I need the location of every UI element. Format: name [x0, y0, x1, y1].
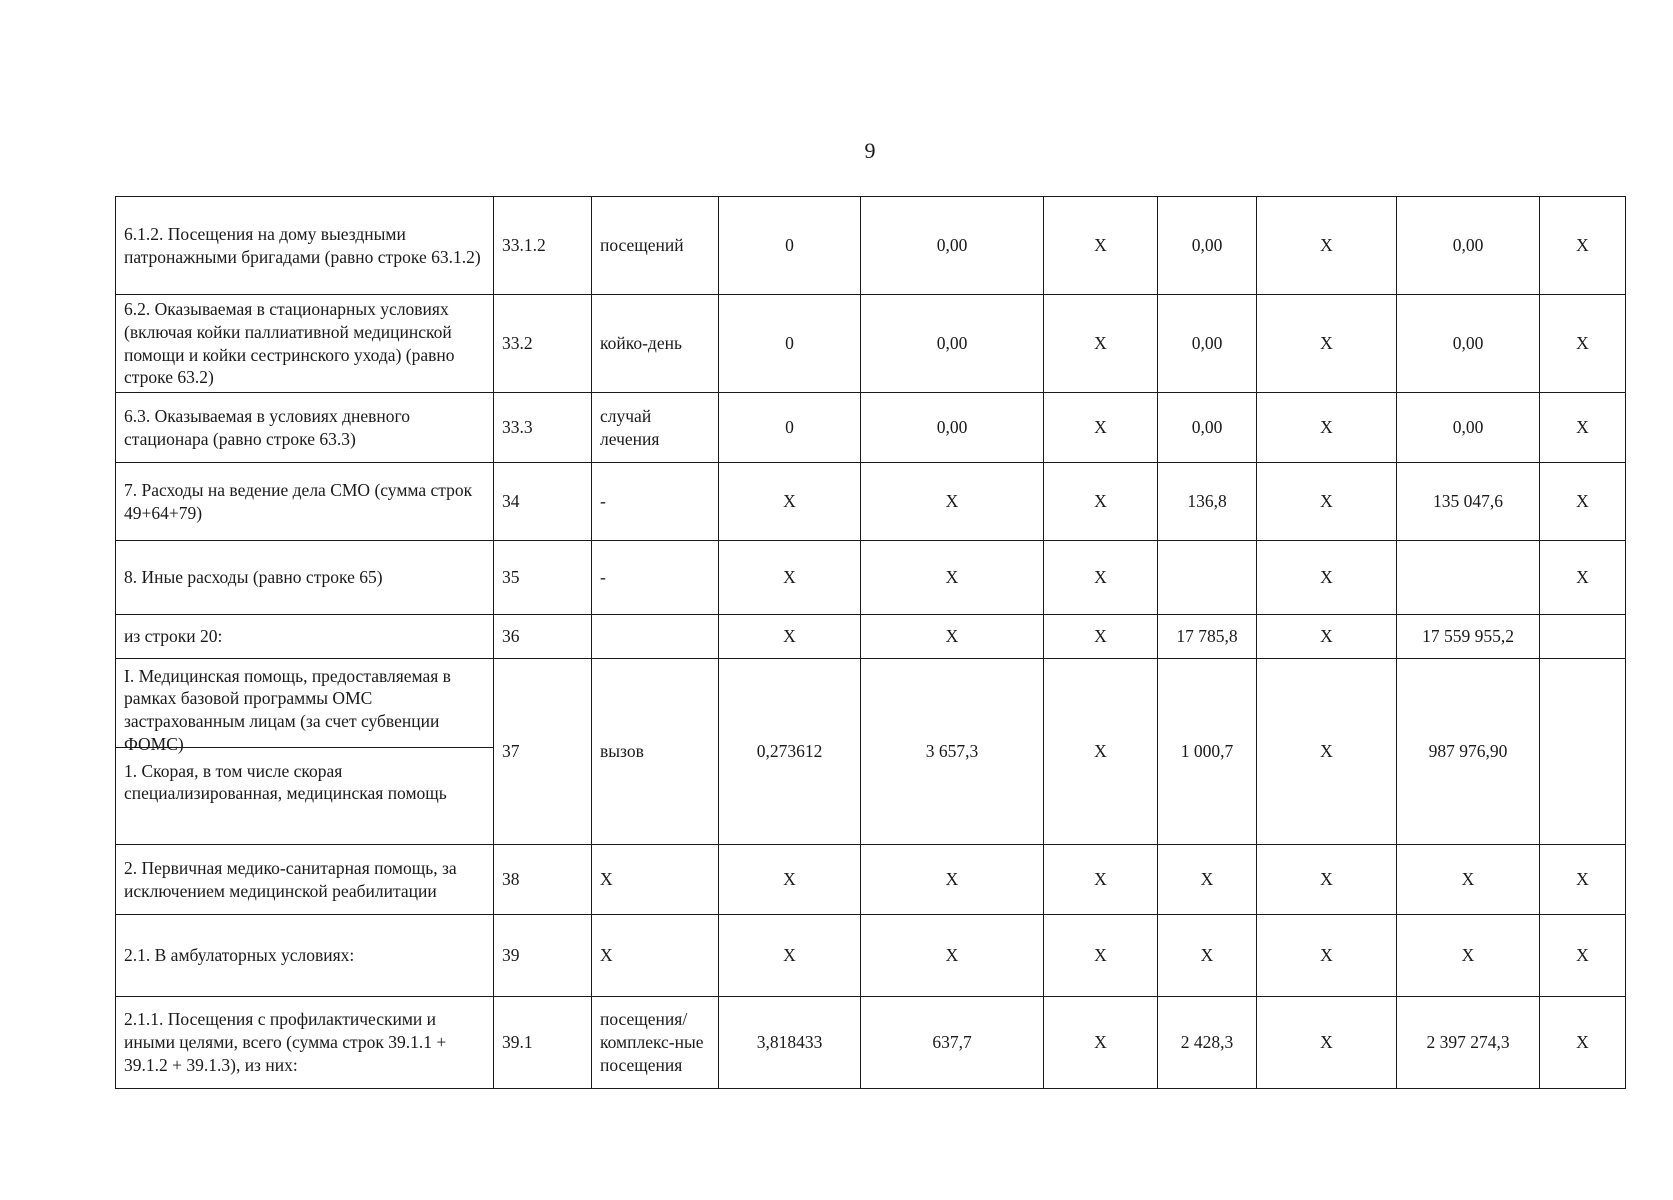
cell-col4: X: [719, 541, 861, 615]
cell-col5: X: [861, 915, 1044, 997]
cell-col9: 0,00: [1397, 295, 1540, 393]
row-subname: 1. Скорая, в том числе скорая специализированная, медицинская помощь: [124, 760, 447, 804]
cell-col8: X: [1257, 845, 1397, 915]
cell-col5: 0,00: [861, 393, 1044, 463]
row-code: 36: [494, 615, 592, 659]
cell-col5: X: [861, 463, 1044, 541]
page-number: 9: [864, 138, 876, 163]
row-code: 34: [494, 463, 592, 541]
cell-col8: X: [1257, 541, 1397, 615]
cell-col8: X: [1257, 295, 1397, 393]
table-row: [116, 845, 1626, 915]
row-unit: [592, 615, 719, 659]
cell-col6: X: [1044, 295, 1158, 393]
row-code: 37: [494, 659, 592, 845]
table-row: [116, 463, 1626, 541]
cell-col8: X: [1257, 615, 1397, 659]
row-unit: посещения/ комплекс-ные посещения: [592, 997, 719, 1089]
cell-col10: X: [1540, 295, 1626, 393]
table-row: [116, 295, 1626, 393]
table-row: [116, 541, 1626, 615]
cell-col10: X: [1540, 541, 1626, 615]
cell-col10: X: [1540, 915, 1626, 997]
cell-col9: [1397, 541, 1540, 615]
row-unit: вызов: [592, 659, 719, 845]
cell-col8: X: [1257, 915, 1397, 997]
row-unit: случай лечения: [592, 393, 719, 463]
cell-col6: X: [1044, 541, 1158, 615]
cell-col4: 3,818433: [719, 997, 861, 1089]
cell-col5: 0,00: [861, 197, 1044, 295]
cell-col4: X: [719, 463, 861, 541]
cell-col7: 0,00: [1158, 197, 1257, 295]
row-name: [116, 659, 494, 845]
table-row: [116, 915, 1626, 997]
row-name: из строки 20:: [116, 615, 494, 659]
row-unit: койко-день: [592, 295, 719, 393]
cell-col6: X: [1044, 659, 1158, 845]
row-name: 2. Первичная медико-санитарная помощь, за исключением медицинской реабилитации: [116, 845, 494, 915]
cell-col9: 0,00: [1397, 393, 1540, 463]
row-name: 8. Иные расходы (равно строке 65): [116, 541, 494, 615]
row-code: 33.2: [494, 295, 592, 393]
row-name: 6.3. Оказываемая в условиях дневного стационара (равно строке 63.3): [116, 393, 494, 463]
cell-col9: 2 397 274,3: [1397, 997, 1540, 1089]
cell-col10: [1540, 659, 1626, 845]
cell-col9: 135 047,6: [1397, 463, 1540, 541]
table-row: [116, 393, 1626, 463]
row-name: 6.1.2. Посещения на дому выездными патронажными бригадами (равно строке 63.1.2): [116, 197, 494, 295]
cell-col10: [1540, 615, 1626, 659]
table-row: [116, 615, 1626, 659]
cell-col9: 0,00: [1397, 197, 1540, 295]
row-name: 7. Расходы на ведение дела СМО (сумма строк 49+64+79): [116, 463, 494, 541]
cell-col4: X: [719, 915, 861, 997]
cell-col6: X: [1044, 997, 1158, 1089]
cell-col4: 0: [719, 197, 861, 295]
cell-col7: X: [1158, 915, 1257, 997]
cell-col4: X: [719, 845, 861, 915]
table-row: [116, 659, 1626, 845]
row-unit: -: [592, 463, 719, 541]
cell-col7: [1158, 541, 1257, 615]
row-code: 33.1.2: [494, 197, 592, 295]
row-code: 38: [494, 845, 592, 915]
row-unit: X: [592, 845, 719, 915]
row-unit: посещений: [592, 197, 719, 295]
cell-col7: 0,00: [1158, 393, 1257, 463]
cell-col6: X: [1044, 197, 1158, 295]
data-table: [115, 196, 1626, 1089]
cell-col4: X: [719, 615, 861, 659]
cell-col9: 17 559 955,2: [1397, 615, 1540, 659]
cell-col5: X: [861, 541, 1044, 615]
row-code: 39: [494, 915, 592, 997]
row-name: 6.2. Оказываемая в стационарных условиях (включая койки паллиативной медицинской помощи и койки сестринского ухода) (равно строке 63.2): [116, 295, 494, 393]
cell-col7: X: [1158, 845, 1257, 915]
cell-col9: X: [1397, 845, 1540, 915]
cell-col5: 3 657,3: [861, 659, 1044, 845]
cell-col5: X: [861, 615, 1044, 659]
row-name: 2.1.1. Посещения с профилактическими и иными целями, всего (сумма строк 39.1.1 + 39.1.2 + 39.1.3), из них:: [116, 997, 494, 1089]
cell-col10: X: [1540, 463, 1626, 541]
row-code: 33.3: [494, 393, 592, 463]
cell-col8: X: [1257, 197, 1397, 295]
cell-col5: 0,00: [861, 295, 1044, 393]
cell-col7: 2 428,3: [1158, 997, 1257, 1089]
section-heading: I. Медицинская помощь, предоставляемая в рамках базовой программы ОМС застрахованным лицам (за счет субвенции ФОМС): [116, 662, 493, 748]
cell-col8: X: [1257, 997, 1397, 1089]
cell-col6: X: [1044, 845, 1158, 915]
cell-col7: 0,00: [1158, 295, 1257, 393]
row-code: 35: [494, 541, 592, 615]
table-row: [116, 197, 1626, 295]
cell-col4: 0: [719, 393, 861, 463]
cell-col10: X: [1540, 197, 1626, 295]
cell-col4: 0: [719, 295, 861, 393]
cell-col6: X: [1044, 615, 1158, 659]
cell-col10: X: [1540, 845, 1626, 915]
row-name: 2.1. В амбулаторных условиях:: [116, 915, 494, 997]
cell-col8: X: [1257, 393, 1397, 463]
cell-col6: X: [1044, 915, 1158, 997]
cell-col8: X: [1257, 659, 1397, 845]
cell-col5: X: [861, 845, 1044, 915]
cell-col9: X: [1397, 915, 1540, 997]
cell-col4: 0,273612: [719, 659, 861, 845]
cell-col9: 987 976,90: [1397, 659, 1540, 845]
cell-col8: X: [1257, 463, 1397, 541]
cell-col6: X: [1044, 463, 1158, 541]
row-unit: X: [592, 915, 719, 997]
cell-col6: X: [1044, 393, 1158, 463]
cell-col7: 17 785,8: [1158, 615, 1257, 659]
row-unit: -: [592, 541, 719, 615]
cell-col7: 1 000,7: [1158, 659, 1257, 845]
table-row: [116, 997, 1626, 1089]
cell-col10: X: [1540, 997, 1626, 1089]
cell-col7: 136,8: [1158, 463, 1257, 541]
row-code: 39.1: [494, 997, 592, 1089]
cell-col10: X: [1540, 393, 1626, 463]
cell-col5: 637,7: [861, 997, 1044, 1089]
